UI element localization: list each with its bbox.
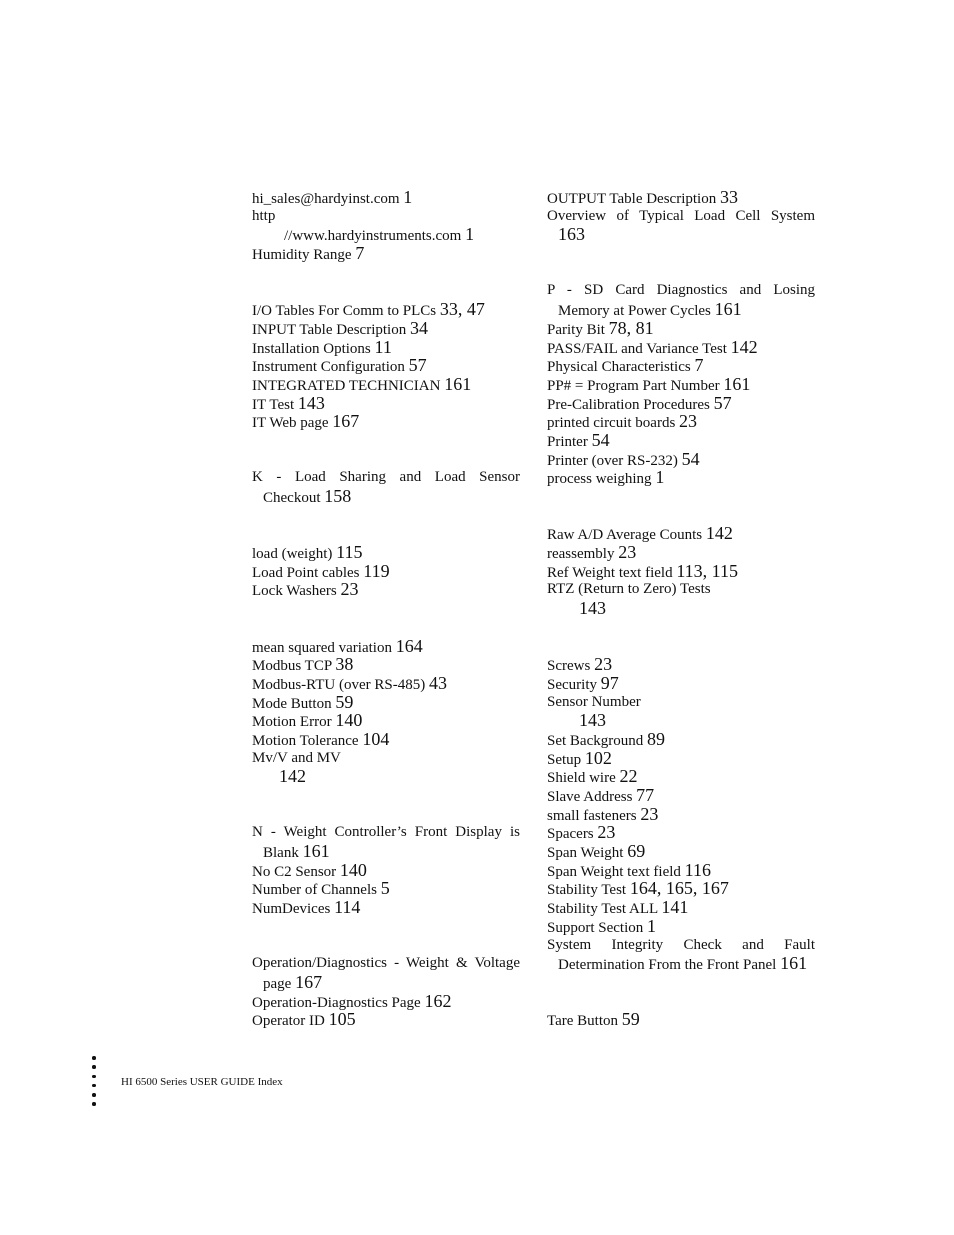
- index-entry: [547, 879, 815, 898]
- index-term: IT Web page: [252, 415, 333, 432]
- index-column-right: [547, 188, 815, 1029]
- index-entry: [547, 394, 815, 413]
- index-page-number: 97: [600, 672, 619, 693]
- index-term: N - Weight Controller’s Front Display is: [252, 824, 520, 841]
- index-entry: [252, 992, 520, 1011]
- index-term: Memory at Power Cycles: [558, 303, 715, 320]
- index-term: Modbus-RTU (over RS-485): [252, 676, 430, 693]
- index-entry: [547, 431, 815, 450]
- margin-dot: [92, 1056, 96, 1060]
- index-entry: [547, 730, 815, 749]
- index-term: mean squared variation: [252, 639, 396, 656]
- index-term: Span Weight text field: [547, 863, 685, 880]
- index-spacer: [547, 263, 815, 282]
- index-entry: [547, 543, 815, 562]
- index-page-number: 23: [640, 803, 659, 824]
- index-page-number: 142: [705, 523, 733, 544]
- index-term: Motion Error: [252, 714, 336, 731]
- index-entry: [252, 861, 520, 880]
- index-term: P - SD Card Diagnostics and Losing: [547, 282, 815, 299]
- index-entry: [547, 786, 815, 805]
- index-entry: [252, 842, 520, 861]
- index-term: No C2 Sensor: [252, 863, 340, 880]
- index-term: Operation-Diagnostics Page: [252, 994, 425, 1011]
- index-page-number: 11: [374, 336, 392, 357]
- index-entry: [252, 1010, 520, 1029]
- index-page-number: 142: [279, 766, 306, 787]
- index-page-number: 167: [332, 411, 360, 432]
- index-page-number: 7: [694, 355, 704, 376]
- index-page-number: 1: [655, 467, 665, 488]
- index-term: Spacers: [547, 826, 598, 843]
- index-term: Pre-Calibration Procedures: [547, 396, 714, 413]
- index-entry: [252, 188, 520, 207]
- index-page-number: 141: [661, 897, 689, 918]
- index-term: hi_sales@hardyinst.com: [252, 191, 404, 207]
- index-entry: [547, 319, 815, 338]
- index-entry: [252, 580, 520, 599]
- index-entry: [547, 861, 815, 880]
- index-entry: [252, 394, 520, 413]
- index-entry: [547, 300, 815, 319]
- index-term: Screws: [547, 658, 595, 675]
- index-page-number: 77: [636, 785, 655, 805]
- index-entry: [547, 225, 815, 244]
- index-page-number: 161: [714, 299, 742, 320]
- index-page-number: 22: [619, 766, 638, 787]
- index-entry: [547, 767, 815, 786]
- index-entry: [252, 244, 520, 263]
- index-entry: [547, 338, 815, 357]
- index-page-number: 43: [429, 672, 448, 693]
- index-term: Sensor Number: [547, 693, 641, 710]
- index-page-number: 23: [597, 822, 616, 843]
- index-entry: [252, 338, 520, 357]
- index-page-number: 1: [403, 187, 413, 207]
- index-term: Mv/V and MV: [252, 749, 341, 766]
- index-spacer: [547, 637, 815, 656]
- index-term: Humidity Range: [252, 247, 356, 264]
- index-entry: [547, 936, 815, 955]
- index-entry: [547, 468, 815, 487]
- index-term: small fasteners: [547, 807, 641, 824]
- index-entry: [252, 356, 520, 375]
- index-page-number: 57: [713, 392, 732, 413]
- index-entry: [252, 637, 520, 656]
- index-page-number: 102: [584, 747, 612, 768]
- index-page-number: 143: [297, 392, 325, 413]
- margin-dot: [92, 1084, 96, 1088]
- index-entry: [547, 580, 815, 599]
- index-entry: [252, 674, 520, 693]
- index-term: Span Weight: [547, 845, 628, 862]
- index-spacer: [252, 618, 520, 637]
- index-spacer: [252, 599, 520, 618]
- index-entry: [252, 319, 520, 338]
- index-entry: [547, 917, 815, 936]
- index-page-number: 158: [324, 486, 352, 506]
- page-footer: HI 6500 Series USER GUIDE Index: [121, 1076, 283, 1088]
- index-page-number: 54: [681, 448, 700, 469]
- index-term: printed circuit boards: [547, 415, 680, 432]
- index-entry: [547, 356, 815, 375]
- index-entry: [252, 879, 520, 898]
- index-term: INTEGRATED TECHNICIAN: [252, 377, 445, 394]
- index-entry: [252, 543, 520, 562]
- index-spacer: [252, 805, 520, 824]
- index-term: //www.hardyinstruments.com: [284, 228, 466, 245]
- index-page-number: 1: [647, 915, 656, 936]
- index-spacer: [252, 281, 520, 300]
- index-term: Stability Test: [547, 882, 630, 899]
- index-entry: [547, 954, 815, 973]
- index-page-number: 23: [340, 579, 359, 600]
- index-page-number: 54: [591, 429, 610, 450]
- index-entry: [252, 375, 520, 394]
- index-page-number: 161: [780, 953, 808, 974]
- index-spacer: [252, 936, 520, 955]
- index-entry: [547, 281, 815, 300]
- index-term: reassembly: [547, 546, 619, 563]
- index-page-number: 143: [579, 598, 606, 619]
- index-spacer: [547, 487, 815, 506]
- index-term: page: [263, 975, 296, 992]
- index-page-number: 89: [646, 728, 665, 749]
- index-spacer: [547, 244, 815, 263]
- index-entry: [547, 562, 815, 581]
- index-entry: [252, 300, 520, 319]
- index-entry: [547, 412, 815, 431]
- index-term: http: [252, 207, 276, 224]
- index-term: process weighing: [547, 471, 656, 488]
- index-entry: [252, 898, 520, 917]
- index-term: load (weight): [252, 546, 337, 563]
- index-entry: [547, 1010, 815, 1029]
- index-entry: [252, 225, 520, 244]
- index-page-number: 23: [679, 411, 698, 432]
- index-spacer: [547, 992, 815, 1011]
- index-entry: [252, 487, 520, 506]
- index-page-number: 161: [302, 841, 330, 862]
- index-spacer: [252, 450, 520, 469]
- index-entry: [547, 842, 815, 861]
- index-page-number: 34: [409, 317, 428, 338]
- index-page-number: 114: [334, 897, 361, 918]
- index-entry: [547, 693, 815, 712]
- index-spacer: [252, 524, 520, 543]
- index-page-number: 57: [408, 355, 427, 376]
- index-page-number: 143: [579, 710, 606, 731]
- index-spacer: [252, 786, 520, 805]
- index-term: Security: [547, 676, 601, 693]
- index-term: Printer: [547, 433, 592, 450]
- index-page-number: 23: [618, 542, 637, 563]
- index-term: Instrument Configuration: [252, 359, 409, 376]
- index-term: Printer (over RS-232): [547, 452, 682, 469]
- index-term: Set Background: [547, 732, 647, 749]
- index-term: K - Load Sharing and Load Sensor: [252, 469, 520, 486]
- index-term: Tare Button: [547, 1013, 622, 1030]
- index-page-number: 163: [558, 224, 585, 245]
- index-term: Number of Channels: [252, 882, 381, 899]
- index-term: Checkout: [263, 490, 325, 506]
- index-page-number: 23: [594, 654, 613, 675]
- index-page-number: 142: [730, 336, 758, 357]
- index-entry: [547, 823, 815, 842]
- index-term: Slave Address: [547, 789, 637, 805]
- index-page-number: 59: [335, 691, 354, 712]
- index-entry: [547, 805, 815, 824]
- index-term: Mode Button: [252, 695, 336, 712]
- index-entry: [252, 562, 520, 581]
- index-term: I/O Tables For Comm to PLCs: [252, 303, 440, 320]
- index-entry: [252, 767, 520, 786]
- index-term: System Integrity Check and Fault: [547, 936, 815, 953]
- index-page-number: 113, 115: [676, 560, 738, 581]
- index-term: Load Point cables: [252, 564, 364, 581]
- index-entry: [547, 711, 815, 730]
- index-page-number: 162: [424, 990, 452, 1011]
- index-entry: [252, 730, 520, 749]
- index-spacer: [547, 973, 815, 992]
- index-term: Modbus TCP: [252, 658, 336, 675]
- index-entry: [252, 655, 520, 674]
- index-page-number: 7: [355, 243, 365, 264]
- index-term: Support Section: [547, 919, 647, 936]
- index-page-number: 140: [335, 710, 363, 731]
- index-term: Installation Options: [252, 340, 375, 357]
- index-entry: [252, 973, 520, 992]
- margin-dot: [92, 1093, 96, 1097]
- index-term: Overview of Typical Load Cell System: [547, 207, 815, 224]
- index-entry: [252, 823, 520, 842]
- index-term: Motion Tolerance: [252, 732, 363, 749]
- index-term: IT Test: [252, 396, 298, 413]
- index-term: Operation/Diagnostics - Weight & Voltage: [252, 955, 520, 972]
- index-term: Raw A/D Average Counts: [547, 527, 706, 544]
- index-page-number: 164, 165, 167: [629, 878, 729, 899]
- index-entry: [547, 524, 815, 543]
- index-page-number: 115: [336, 542, 363, 563]
- index-entry: [252, 711, 520, 730]
- index-page-number: 33: [719, 187, 738, 207]
- index-term: Operator ID: [252, 1013, 329, 1030]
- index-term: Shield wire: [547, 770, 620, 787]
- index-entry: [252, 207, 520, 226]
- index-page-number: 161: [723, 373, 751, 394]
- index-term: NumDevices: [252, 901, 335, 918]
- index-page-number: 104: [362, 728, 390, 749]
- index-spacer: [547, 618, 815, 637]
- margin-dot: [92, 1102, 96, 1106]
- index-page-number: 59: [621, 1009, 640, 1030]
- index-spacer: [252, 917, 520, 936]
- index-entry: [547, 749, 815, 768]
- index-entry: [252, 693, 520, 712]
- index-page-number: 164: [395, 635, 423, 656]
- index-spacer: [547, 506, 815, 525]
- index-spacer: [252, 506, 520, 525]
- index-term: Ref Weight text field: [547, 564, 677, 581]
- index-page-number: 33, 47: [439, 299, 485, 320]
- index-term: RTZ (Return to Zero) Tests: [547, 581, 711, 598]
- index-entry: [547, 599, 815, 618]
- index-term: Physical Characteristics: [547, 359, 695, 376]
- index-entry: [547, 655, 815, 674]
- index-term: Determination From the Front Panel: [558, 957, 781, 974]
- index-term: Setup: [547, 751, 585, 768]
- index-entry: [252, 954, 520, 973]
- index-term: Stability Test ALL: [547, 901, 662, 918]
- index-column-left: [252, 188, 520, 1029]
- index-entry: [547, 674, 815, 693]
- margin-dot: [92, 1075, 96, 1079]
- index-page-number: 38: [335, 654, 354, 675]
- index-entry: [547, 207, 815, 226]
- index-page-number: 161: [444, 373, 472, 394]
- index-entry: [547, 898, 815, 917]
- margin-dots: [92, 1056, 98, 1112]
- index-term: PP# = Program Part Number: [547, 377, 724, 394]
- index-page-number: 116: [684, 859, 712, 880]
- index-term: OUTPUT Table Description: [547, 191, 720, 207]
- index-term: PASS/FAIL and Variance Test: [547, 340, 731, 357]
- index-page-number: 140: [339, 859, 367, 880]
- index-entry: [252, 468, 520, 487]
- index-entry: [547, 188, 815, 207]
- index-term: Parity Bit: [547, 321, 609, 338]
- index-spacer: [252, 431, 520, 450]
- index-entry: [547, 375, 815, 394]
- index-page-number: 105: [328, 1009, 356, 1030]
- index-entry: [252, 412, 520, 431]
- index-page-number: 167: [295, 971, 323, 992]
- index-page-number: 78, 81: [608, 317, 654, 338]
- index-term: Blank: [263, 845, 303, 862]
- index-entry: [252, 749, 520, 768]
- index-page-number: 1: [465, 224, 475, 245]
- index-page-number: 119: [363, 560, 390, 581]
- index-term: Lock Washers: [252, 583, 341, 600]
- index-page-number: 5: [380, 878, 390, 899]
- margin-dot: [92, 1065, 96, 1069]
- index-spacer: [252, 263, 520, 282]
- index-term: INPUT Table Description: [252, 321, 410, 338]
- index-entry: [547, 450, 815, 469]
- index-page-number: 69: [627, 841, 646, 862]
